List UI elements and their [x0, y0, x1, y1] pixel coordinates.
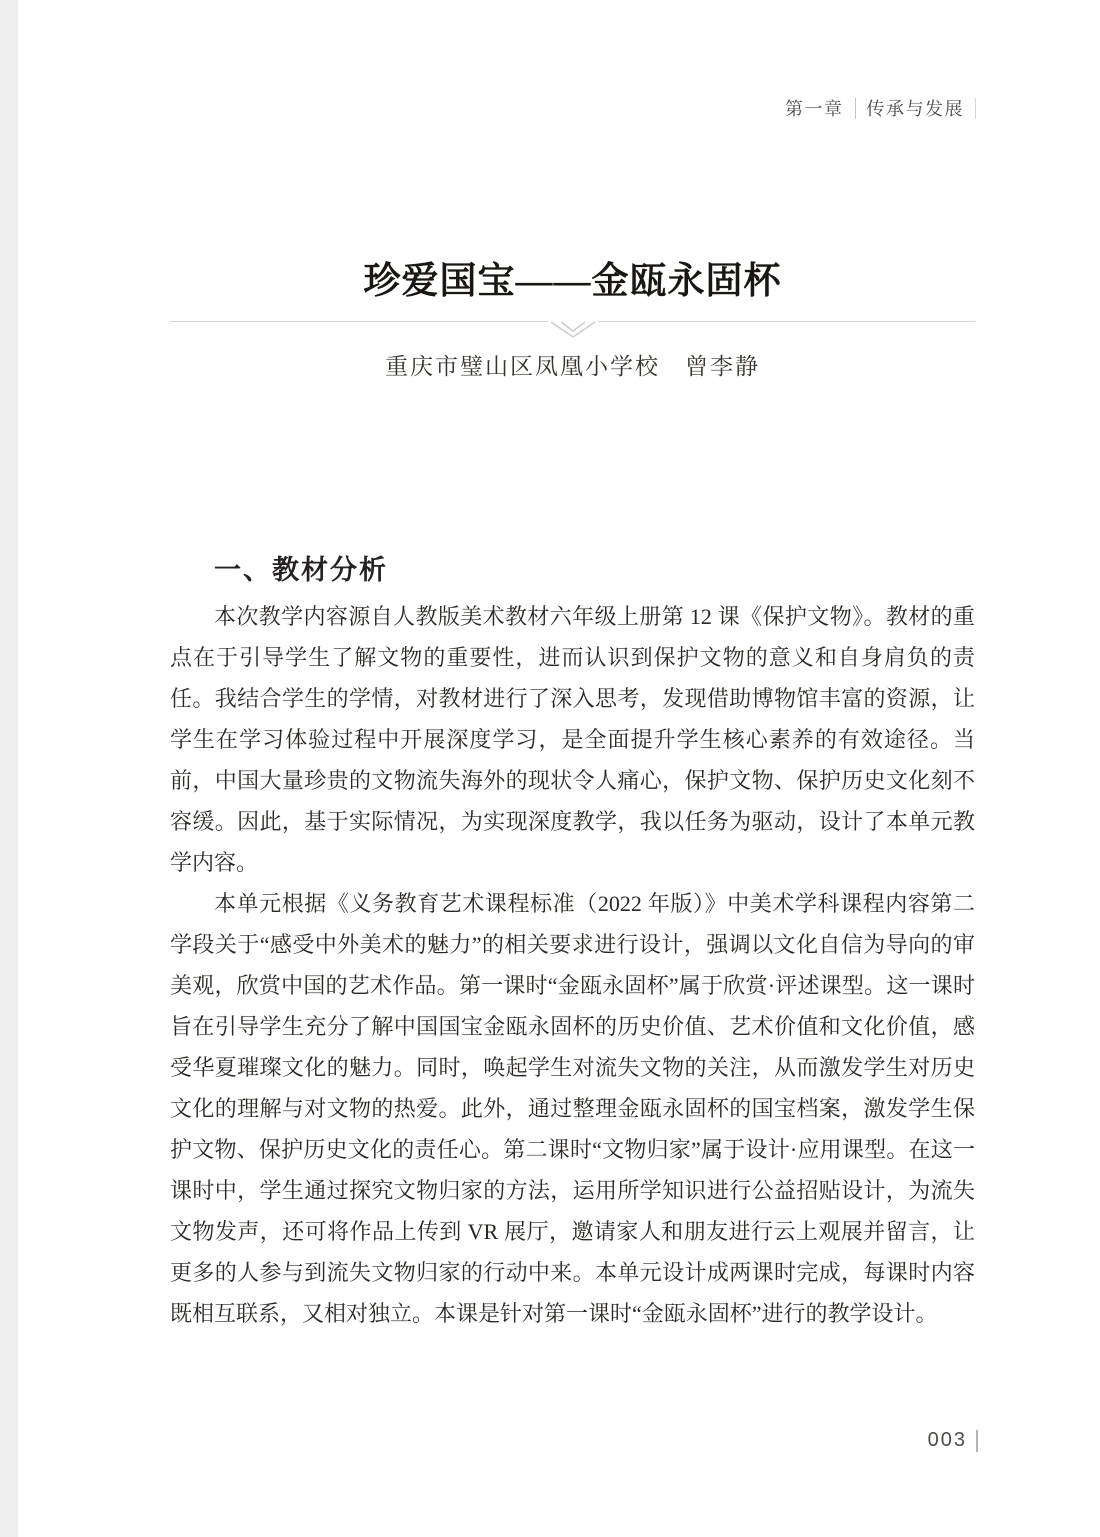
title-rule-left-line — [170, 321, 548, 322]
page-edge-strip — [0, 0, 18, 1537]
page-footer — [928, 1429, 978, 1452]
chapter-title: 传承与发展 — [866, 99, 964, 119]
paragraph-2: 本单元根据《义务教育艺术课程标准（2022 年版）》中美术学科课程内容第二学段关于“感受中外美术的魅力”的相关要求进行设计，强调以文化自信为导向的审美观，欣赏中国的艺术作品。第一课时“金瓯永固杯”属于欣赏·评述课型。这一课时旨在引导学生充分了解中国国宝金瓯永固杯的历史价值、艺术价值和文化价值，感受华夏璀璨文化的魅力。同时，唤起学生对流失文物的关注，从而激发学生对历史文化的理解与对文物的热爱。此外，通过整理金瓯永固杯的国宝档案，激发学生保护文物、保护历史文化的责任心。第二课时“文物归家”属于设计·应用课型。在这一课时中，学生通过探究文物归家的方法，运用所学知识进行公益招贴设计，为流失文物发声，还可将作品上传到 VR 展厅，邀请家人和朋友进行云上观展并留言，让更多的人参与到流失文物归家的行动中来。本单元设计成两课时完成，每课时内容既相互联系，又相对独立。本课是针对第一课时“金瓯永固杯”进行的教学设计。 — [170, 891, 975, 1326]
article-body — [170, 596, 975, 1334]
running-header — [785, 95, 976, 121]
title-rule-right-line — [598, 321, 976, 322]
paragraph-1: 本次教学内容源自人教版美术教材六年级上册第 12 课《保护文物》。教材的重点在于引导学生了解文物的重要性，进而认识到保护文物的意义和自身肩负的责任。我结合学生的学情，对教材进行了深入思考，发现借助博物馆丰富的资源，让学生在学习体验过程中开展深度学习，是全面提升学生核心素养的有效途径。当前，中国大量珍贵的文物流失海外的现状令人痛心，保护文物、保护历史文化刻不容缓。因此，基于实际情况，为实现深度教学，我以任务为驱动，设计了本单元教学内容。 — [170, 604, 975, 875]
section-heading: 一、教材分析 — [214, 555, 388, 585]
article-title: 珍爱国宝——金瓯永固杯 — [363, 261, 782, 302]
header-end-divider — [975, 98, 976, 119]
footer-divider — [976, 1430, 978, 1452]
page-number: 003 — [927, 1429, 967, 1451]
chevron-down-icon — [550, 321, 596, 341]
header-divider — [855, 98, 856, 119]
chapter-number: 第一章 — [785, 99, 844, 119]
title-rule — [170, 321, 975, 343]
author-line: 重庆市璧山区凤凰小学校 曾李静 — [385, 354, 760, 379]
